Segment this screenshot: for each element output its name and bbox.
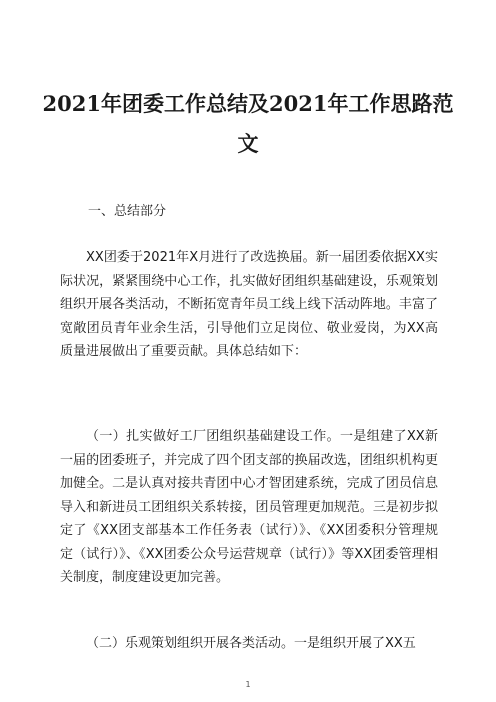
page-number: 1	[245, 680, 251, 689]
document-title: 2021年团委工作总结及2021年工作思路范文	[42, 91, 454, 156]
paragraph: （一）扎实做好工厂团组织基础建设工作。一是组建了XX新一届的团委班子，并完成了四个团支部的换届改选，团组织机构更加健全。二是认真对接共青团中心才智团建系统，完成了团员信息导入和新进员工团组织关系转接，团员管理更加规范。三是初步拟定了《XX团支部基本工作任务表（试行）》、《XX团委积分管理规定（试行）》、《XX团委公众号运营规章（试行）》等XX团委管理相关制度，制度建设更加完善。	[60, 429, 438, 585]
paragraph: （二）乐观策划组织开展各类活动。一是组织开展了XX五	[86, 636, 416, 651]
paragraph: XX团委于2021年X月进行了改选换届。新一届团委依据XX实际状况，紧紧围绕中心工作，扎实做好团组织基础建设，乐观策划组织开展各类活动，不断拓宽青年员工线上线下活动阵地。丰富了宽敞团员青年业余生活，引导他们立足岗位、敬业爱岗，为XX高质量进展做出了重要贡献。具体总结如下：	[60, 250, 438, 359]
section-heading: 一、总结部分	[88, 204, 167, 219]
